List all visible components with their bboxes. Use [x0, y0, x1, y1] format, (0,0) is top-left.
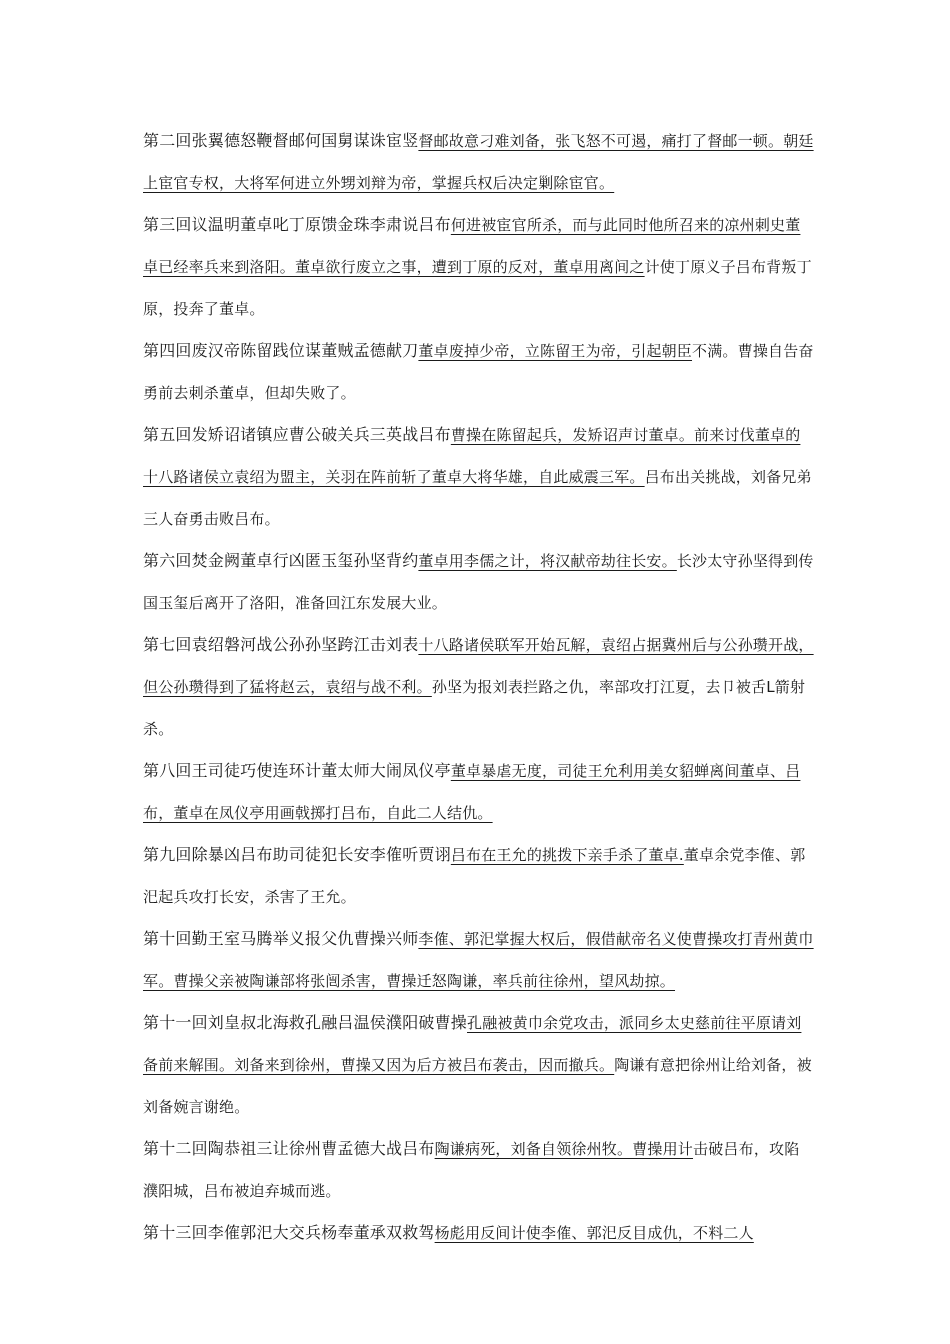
chapter-summary-underlined: 董卓暴虐无度，司徒王允利用美女貂蝉离间董卓、吕布，董卓在凤仪亭用画戟掷打吕布，自此二人结仇。 — [143, 762, 801, 822]
chapter-entry-7 — [143, 624, 814, 750]
chapter-summary-underlined: 吕布在王允的挑拨下亲手杀了董卓. — [450, 846, 684, 864]
chapter-summary: 陶谦有意把徐州让给刘备，被刘备婉言谢绝。 — [143, 1056, 812, 1116]
chapter-title: 第十二回陶恭祖三让徐州曹孟德大战吕布 — [143, 1139, 435, 1158]
chapter-summary-underlined: 董卓废掉少帝，立陈留王为帝，引起朝臣 — [418, 342, 693, 360]
chapter-title: 第九回除暴凶吕布助司徒犯长安李傕听贾诩 — [143, 845, 451, 864]
chapter-title: 第二回张翼德怒鞭督邮何国舅谋诛宦竖 — [143, 131, 419, 150]
chapter-title: 第十回勤王室马腾举义报父仇曹操兴师 — [143, 929, 419, 948]
chapter-entry-6 — [143, 540, 814, 624]
chapter-entry-5 — [143, 414, 814, 540]
chapter-summary: 孙坚为报刘表拦路之仇，率部攻打江夏，去卩被舌L箭射杀。 — [143, 678, 806, 738]
chapter-summary-underlined: 孔融被黄巾余党攻击，派同乡太史慈前往平原请刘备前来解围。刘备来到徐州，曹操又因为后方被吕布袭击，因而撤兵。 — [143, 1014, 802, 1074]
chapter-summary-underlined: 督邮故意刁难刘备，张飞怒不可遏，痛打了督邮一顿。朝廷上宦官专权，大将军何进立外甥刘辩为帝，掌握兵权后决定剿除宦官。 — [143, 132, 814, 192]
chapter-entry-2 — [143, 120, 814, 204]
chapter-entry-3 — [143, 204, 814, 330]
chapter-title: 第十三回李傕郭汜大交兵杨奉董承双救驾 — [143, 1223, 435, 1242]
chapter-summary-underlined: 李傕、郭汜掌握大权后，假借献帝名义使曹操攻打青州黄巾军。曹操父亲被陶谦部将张闿杀害，曹操迁怒陶谦，率兵前往徐州，望风劫掠。 — [143, 930, 814, 990]
chapter-title: 第五回发矫诏诸镇应曹公破关兵三英战吕布 — [143, 425, 451, 444]
chapter-summary: 吕布出关挑战，刘备兄弟三人奋勇击败吕布。 — [143, 468, 812, 528]
chapter-summary: 击破吕布，攻陷濮阳城，吕布被迫弃城而逃。 — [143, 1140, 800, 1200]
chapter-summary-underlined: 董卓用李儒之计，将汉献帝劫往长安。 — [418, 552, 677, 570]
chapter-summary-underlined: 十八路诸侯联军开始瓦解，袁绍占据冀州后与公孙瓒开战，但公孙瓒得到了猛将赵云，袁绍与战不利。 — [143, 636, 814, 696]
chapter-title: 第八回王司徒巧使连环计董太师大闹凤仪亭 — [143, 761, 451, 780]
chapter-entry-9 — [143, 834, 814, 918]
chapter-summary: 不满。曹操自告奋勇前去刺杀董卓，但却失败了。 — [143, 342, 814, 402]
chapter-summary-underlined: 何进被宦官所杀，而与此同时他所召来的凉州刺史董卓已经率兵来到洛阳。董卓欲行废立之事，遭到丁原的反对，董卓用离间之 — [143, 216, 801, 276]
chapter-entry-10 — [143, 918, 814, 1002]
chapter-entry-11 — [143, 1002, 814, 1128]
chapter-entry-4 — [143, 330, 814, 414]
chapter-entry-12 — [143, 1128, 814, 1212]
chapter-entry-8 — [143, 750, 814, 834]
chapter-summary: 董卓余党李傕、郭汜起兵攻打长安，杀害了王允。 — [143, 846, 806, 906]
chapter-title: 第三回议温明董卓叱丁原馈金珠李肃说吕布 — [143, 215, 451, 234]
chapter-summary-underlined: 陶谦病死，刘备自领徐州牧。曹操用计 — [434, 1140, 694, 1158]
chapter-summary-underlined: 杨彪用反间计使李傕、郭汜反目成仇，不料二人 — [434, 1224, 754, 1242]
chapter-title: 第四回废汉帝陈留践位谋董贼孟德献刀 — [143, 341, 419, 360]
chapter-title: 第七回袁绍磐河战公孙孙坚跨江击刘表 — [143, 635, 419, 654]
chapter-summary-underlined: 曹操在陈留起兵，发矫诏声讨董卓。前来讨伐董卓的十八路诸侯立袁绍为盟主，关羽在阵前斩了董卓大将华雄，自此威震三军。 — [143, 426, 801, 486]
chapter-summary: 长沙太守孙坚得到传国玉玺后离开了洛阳，准备回江东发展大业。 — [143, 552, 814, 612]
chapter-entry-13 — [143, 1212, 814, 1254]
chapter-title: 第六回焚金阙董卓行凶匿玉玺孙坚背约 — [143, 551, 419, 570]
chapter-title: 第十一回刘皇叔北海救孔融吕温侯濮阳破曹操 — [143, 1013, 468, 1032]
chapter-summary: 计使丁原义子吕布背叛丁原，投奔了董卓。 — [143, 258, 812, 318]
